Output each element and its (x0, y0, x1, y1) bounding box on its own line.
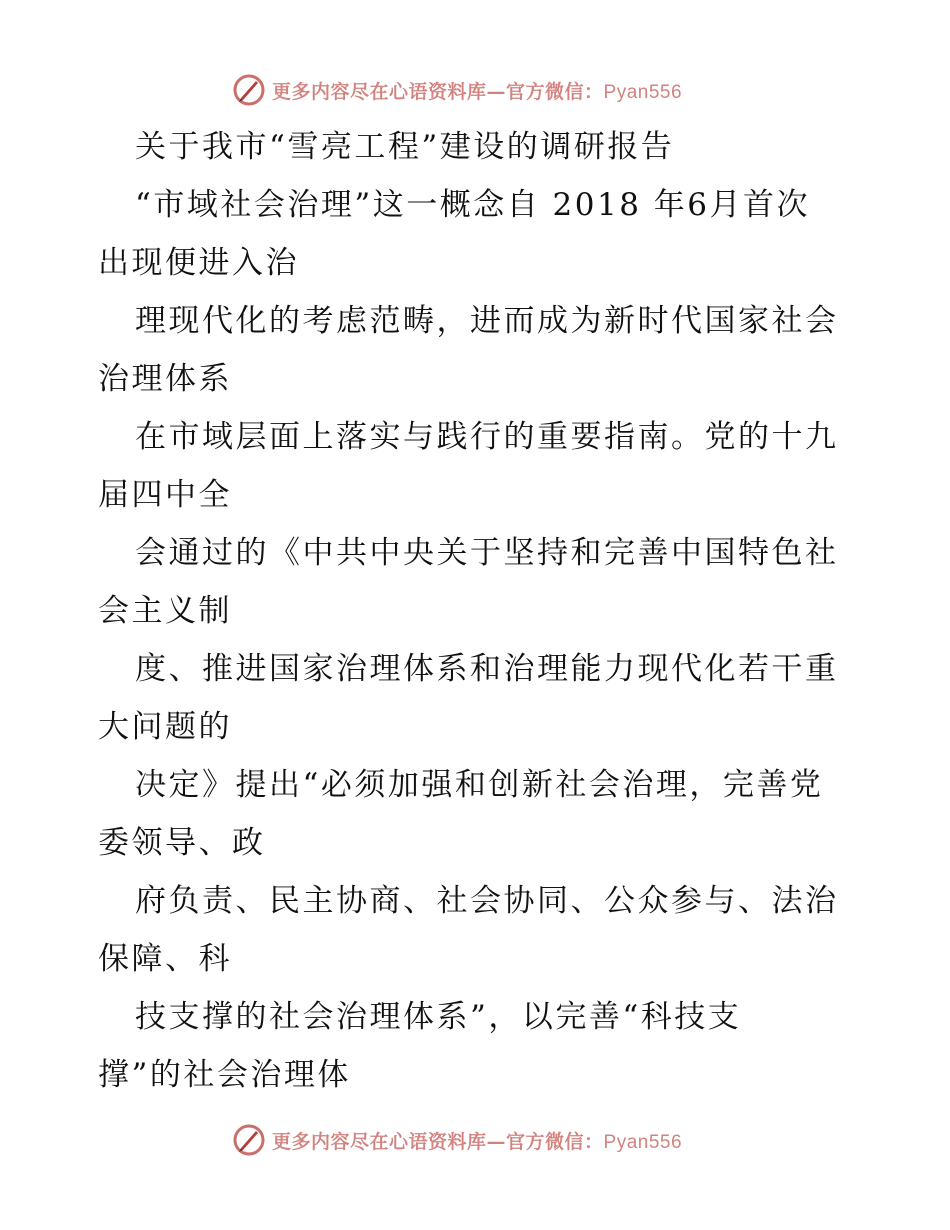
paragraph-line: 出现便进入治 (98, 245, 299, 281)
document-title: 关于我市“雪亮工程”建设的调研报告 (135, 129, 675, 165)
paragraph-line: 会主义制 (98, 593, 232, 629)
wechat-id: Pyan556 (603, 1131, 683, 1153)
paragraph-line: 届四中全 (98, 477, 232, 513)
banner-text: 更多内容尽在心语资料库—官方微信：Pyan556 (272, 1130, 683, 1153)
paragraph-line: 保障、科 (98, 941, 232, 977)
paragraph-line: 治理体系 (98, 361, 232, 397)
paragraph-line: 决定》提出“必须加强和创新社会治理，完善党 (135, 767, 824, 803)
paragraph-line: 撑”的社会治理体 (98, 1057, 351, 1093)
paragraph-line: 技支撑的社会治理体系”，以完善“科技支 (135, 999, 742, 1035)
banner-text: 更多内容尽在心语资料库—官方微信：Pyan556 (272, 80, 683, 103)
paragraph-line: 府负责、民主协商、社会协同、公众参与、法治 (135, 883, 839, 919)
paragraph-line: 理现代化的考虑范畴，进而成为新时代国家社会 (135, 303, 839, 339)
paragraph-line: 度、推进国家治理体系和治理能力现代化若干重 (135, 651, 839, 687)
paragraph-line: 在市域层面上落实与践行的重要指南。党的十九 (135, 419, 839, 455)
header-banner (232, 70, 682, 110)
paragraph-line: “市域社会治理”这一概念自 2018 年6月首次 (135, 187, 811, 223)
footer-banner (232, 1120, 682, 1160)
quill-pen-icon (232, 1123, 266, 1157)
paragraph-line: 会通过的《中共中央关于坚持和完善中国特色社 (135, 535, 839, 571)
paragraph-line: 委领导、政 (98, 825, 266, 861)
paragraph-line: 大问题的 (98, 709, 232, 745)
quill-pen-icon (232, 73, 266, 107)
wechat-id: Pyan556 (603, 81, 683, 103)
